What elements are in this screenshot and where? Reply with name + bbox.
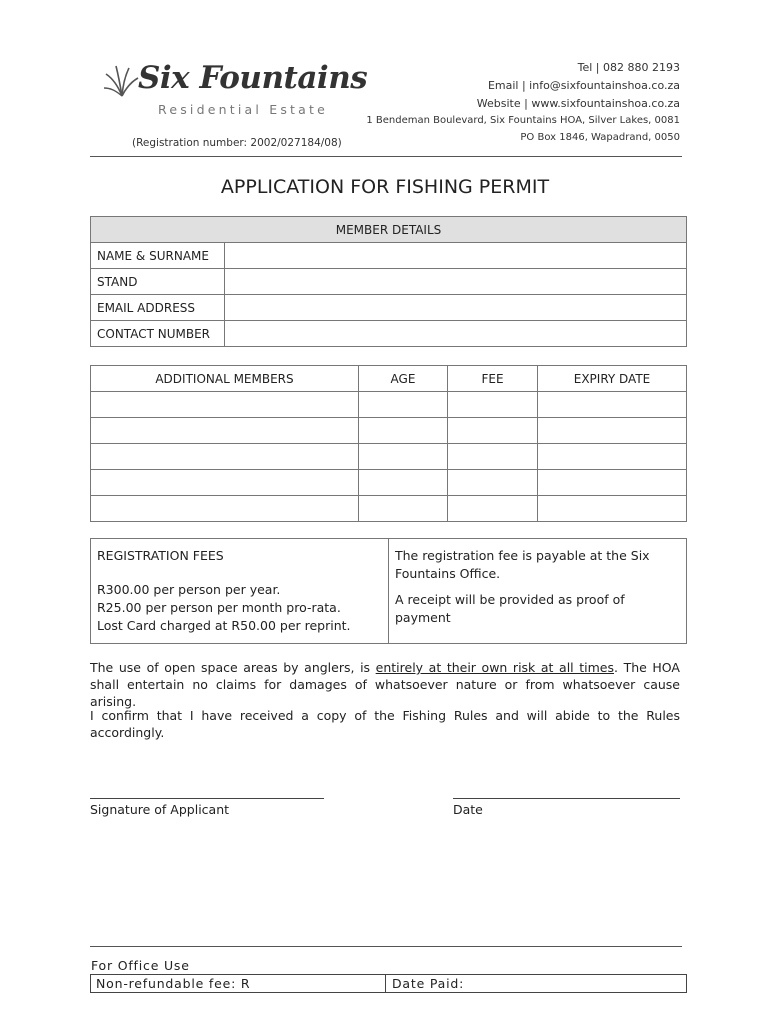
fee-line-annual: R300.00 per person per year. — [97, 582, 281, 597]
contact-po-box: PO Box 1846, Wapadrand, 0050 — [520, 132, 680, 143]
age-cell[interactable] — [359, 496, 448, 522]
disclaimer-text — [90, 659, 680, 710]
member-name-cell[interactable] — [91, 392, 359, 418]
fee-cell[interactable] — [448, 444, 538, 470]
email-address-label: EMAIL ADDRESS — [91, 295, 225, 321]
expiry-cell[interactable] — [538, 496, 687, 522]
fee-line-monthly: R25.00 per person per month pro-rata. — [97, 600, 341, 615]
member-name-cell[interactable] — [91, 496, 359, 522]
contact-address: 1 Bendeman Boulevard, Six Fountains HOA, Silver Lakes, 0081 — [366, 115, 680, 126]
fee-cell[interactable] — [448, 392, 538, 418]
contact-number-label: CONTACT NUMBER — [91, 321, 225, 347]
table-row — [91, 496, 687, 522]
fee-cell[interactable] — [448, 496, 538, 522]
additional-members-table — [90, 365, 687, 522]
logo-subtitle: Residential Estate — [158, 102, 328, 117]
fees-note-payable: The registration fee is payable at the Six Fountains Office. — [395, 548, 650, 581]
page-title: APPLICATION FOR FISHING PERMIT — [220, 176, 550, 198]
confirmation-text: I confirm that I have received a copy of the Fishing Rules and will abide to the Rules accordingly. — [90, 708, 680, 740]
fee-line-lost-card: Lost Card charged at R50.00 per reprint. — [97, 618, 351, 633]
logo-title: Six Fountains — [138, 60, 368, 96]
col-expiry-date: EXPIRY DATE — [538, 366, 687, 392]
contact-website: Website | www.sixfountainshoa.co.za — [476, 97, 680, 110]
date-line[interactable] — [453, 798, 680, 799]
date-label: Date — [453, 802, 483, 817]
table-row — [91, 392, 687, 418]
name-surname-label: NAME & SURNAME — [91, 243, 225, 269]
col-age: AGE — [359, 366, 448, 392]
header-divider — [90, 156, 682, 157]
fees-heading: REGISTRATION FEES — [97, 548, 224, 563]
office-use-divider — [385, 974, 386, 993]
member-name-cell[interactable] — [91, 444, 359, 470]
age-cell[interactable] — [359, 444, 448, 470]
table-row — [91, 418, 687, 444]
fees-note-cell — [389, 539, 687, 644]
age-cell[interactable] — [359, 470, 448, 496]
office-use-heading: For Office Use — [91, 958, 190, 973]
stand-field[interactable] — [225, 269, 687, 295]
fountain-logo-icon — [104, 64, 140, 98]
expiry-cell[interactable] — [538, 418, 687, 444]
disclaimer-part-1: The use of open space areas by anglers, is — [90, 660, 376, 675]
fees-note-receipt: A receipt will be provided as proof of payment — [395, 592, 625, 625]
registration-fees-table — [90, 538, 687, 644]
disclaimer-underlined: entirely at their own risk at all times — [375, 660, 614, 675]
non-refundable-fee-field[interactable]: Non-refundable fee: R — [96, 976, 251, 991]
member-name-cell[interactable] — [91, 470, 359, 496]
registration-number: (Registration number: 2002/027184/08) — [132, 137, 342, 149]
office-divider — [90, 946, 682, 947]
col-additional-members: ADDITIONAL MEMBERS — [91, 366, 359, 392]
expiry-cell[interactable] — [538, 470, 687, 496]
member-details-header: MEMBER DETAILS — [91, 217, 687, 243]
fees-cell — [91, 539, 389, 644]
contact-tel: Tel | 082 880 2193 — [577, 61, 680, 74]
name-surname-field[interactable] — [225, 243, 687, 269]
signature-line[interactable] — [90, 798, 324, 799]
member-details-table — [90, 216, 687, 347]
table-row — [91, 470, 687, 496]
stand-label: STAND — [91, 269, 225, 295]
col-fee: FEE — [448, 366, 538, 392]
fee-cell[interactable] — [448, 470, 538, 496]
fee-cell[interactable] — [448, 418, 538, 444]
table-row — [91, 444, 687, 470]
contact-number-field[interactable] — [225, 321, 687, 347]
expiry-cell[interactable] — [538, 444, 687, 470]
signature-label: Signature of Applicant — [90, 802, 230, 817]
email-address-field[interactable] — [225, 295, 687, 321]
disclaimer-part-2: . The HOA shall entertain no claims for damages of whatsoever nature or from whatsoever cause arising. — [90, 660, 680, 709]
contact-email: Email | info@sixfountainshoa.co.za — [487, 79, 680, 92]
expiry-cell[interactable] — [538, 392, 687, 418]
date-paid-field[interactable]: Date Paid: — [392, 976, 465, 991]
member-name-cell[interactable] — [91, 418, 359, 444]
age-cell[interactable] — [359, 392, 448, 418]
age-cell[interactable] — [359, 418, 448, 444]
